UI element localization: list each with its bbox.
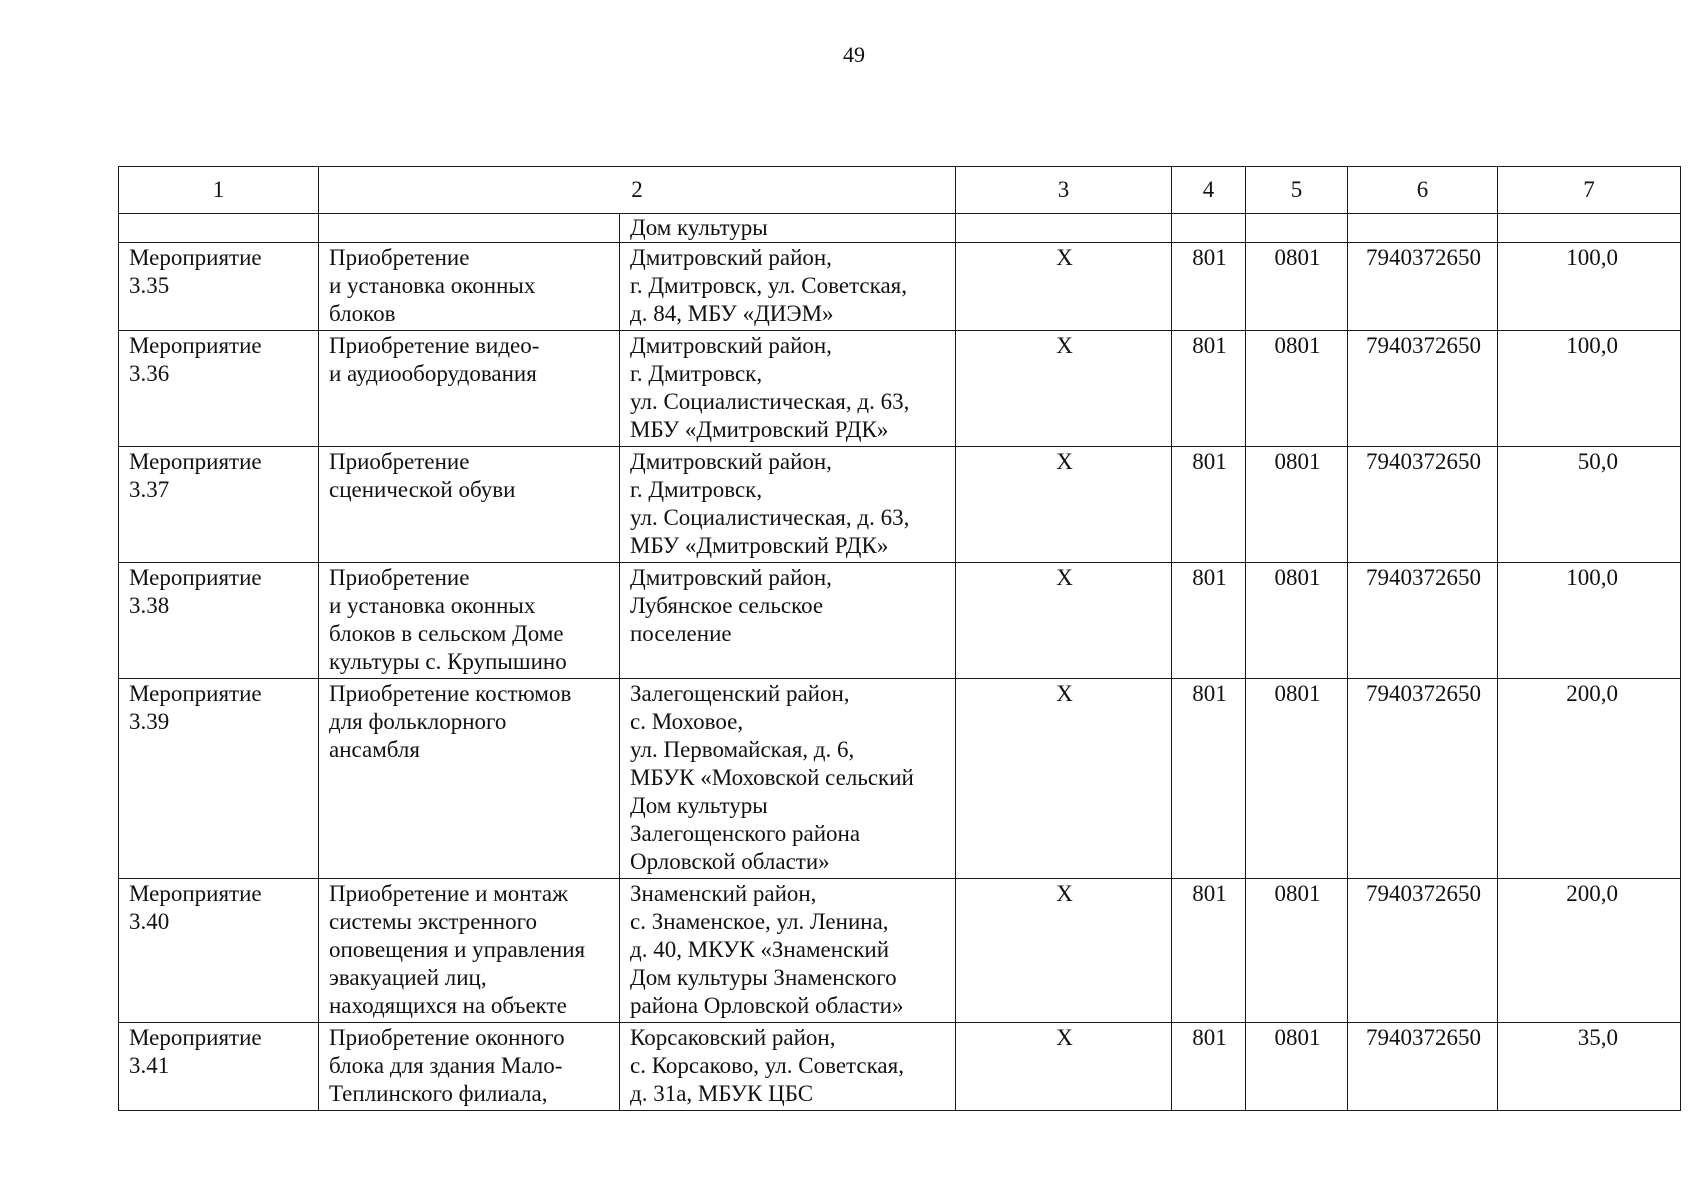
cell-col7: 35,0 xyxy=(1498,1023,1681,1111)
header-cell-2: 2 xyxy=(319,167,956,214)
cont-cell-location: Дом культуры xyxy=(620,214,956,243)
table-row xyxy=(119,563,1681,679)
cell-col6: 7940372650 xyxy=(1348,447,1498,563)
cell-event: Мероприятие 3.39 xyxy=(119,679,319,879)
cell-col6: 7940372650 xyxy=(1348,243,1498,331)
cell-event: Мероприятие 3.40 xyxy=(119,879,319,1023)
cell-col4: 801 xyxy=(1172,331,1246,447)
cell-event: Мероприятие 3.35 xyxy=(119,243,319,331)
cell-location: Корсаковский район, с. Корсаково, ул. Советская, д. 31а, МБУК ЦБС xyxy=(620,1023,956,1111)
budget-table xyxy=(118,166,1681,1111)
continuation-row xyxy=(119,214,1681,243)
cont-cell-3 xyxy=(956,214,1172,243)
cell-col5: 0801 xyxy=(1246,879,1348,1023)
cell-col7: 100,0 xyxy=(1498,563,1681,679)
cell-col4: 801 xyxy=(1172,563,1246,679)
cell-description: Приобретение и монтаж системы экстренного оповещения и управления эвакуацией лиц, находящихся на объекте xyxy=(319,879,620,1023)
cell-description: Приобретение оконного блока для здания Мало- Теплинского филиала, xyxy=(319,1023,620,1111)
cell-event: Мероприятие 3.38 xyxy=(119,563,319,679)
header-cell-7: 7 xyxy=(1498,167,1681,214)
header-cell-5: 5 xyxy=(1246,167,1348,214)
cont-cell-description xyxy=(319,214,620,243)
table-row xyxy=(119,1023,1681,1111)
cell-col3: Х xyxy=(956,243,1172,331)
cell-col5: 0801 xyxy=(1246,679,1348,879)
cell-event: Мероприятие 3.41 xyxy=(119,1023,319,1111)
cell-location: Залегощенский район, с. Моховое, ул. Первомайская, д. 6, МБУК «Моховской сельский Дом культуры Залегощенского района Орловской области» xyxy=(620,679,956,879)
cell-col5: 0801 xyxy=(1246,1023,1348,1111)
header-cell-4: 4 xyxy=(1172,167,1246,214)
cell-col6: 7940372650 xyxy=(1348,879,1498,1023)
header-cell-1: 1 xyxy=(119,167,319,214)
cell-col4: 801 xyxy=(1172,243,1246,331)
table-row xyxy=(119,679,1681,879)
cell-event: Мероприятие 3.37 xyxy=(119,447,319,563)
cell-col5: 0801 xyxy=(1246,243,1348,331)
cell-col6: 7940372650 xyxy=(1348,331,1498,447)
cell-col7: 50,0 xyxy=(1498,447,1681,563)
cell-description: Приобретение и установка оконных блоков xyxy=(319,243,620,331)
table-row xyxy=(119,879,1681,1023)
cell-col4: 801 xyxy=(1172,1023,1246,1111)
cell-col6: 7940372650 xyxy=(1348,679,1498,879)
cell-location: Дмитровский район, г. Дмитровск, ул. Советская, д. 84, МБУ «ДИЭМ» xyxy=(620,243,956,331)
cell-col6: 7940372650 xyxy=(1348,1023,1498,1111)
cont-cell-5 xyxy=(1246,214,1348,243)
cell-col3: Х xyxy=(956,331,1172,447)
cell-col7: 200,0 xyxy=(1498,679,1681,879)
cell-col4: 801 xyxy=(1172,679,1246,879)
cell-location: Знаменский район, с. Знаменское, ул. Ленина, д. 40, МКУК «Знаменский Дом культуры Знаменского района Орловской области» xyxy=(620,879,956,1023)
cell-col4: 801 xyxy=(1172,447,1246,563)
cell-col7: 200,0 xyxy=(1498,879,1681,1023)
cell-col3: Х xyxy=(956,879,1172,1023)
cell-col3: Х xyxy=(956,447,1172,563)
cell-col3: Х xyxy=(956,1023,1172,1111)
table-row xyxy=(119,331,1681,447)
cell-col3: Х xyxy=(956,679,1172,879)
cont-cell-6 xyxy=(1348,214,1498,243)
cell-col5: 0801 xyxy=(1246,447,1348,563)
cell-event: Мероприятие 3.36 xyxy=(119,331,319,447)
cell-description: Приобретение сценической обуви xyxy=(319,447,620,563)
header-cell-6: 6 xyxy=(1348,167,1498,214)
cont-cell-event xyxy=(119,214,319,243)
cell-col7: 100,0 xyxy=(1498,243,1681,331)
cell-col4: 801 xyxy=(1172,879,1246,1023)
cell-col5: 0801 xyxy=(1246,331,1348,447)
cell-description: Приобретение костюмов для фольклорного ансамбля xyxy=(319,679,620,879)
header-cell-3: 3 xyxy=(956,167,1172,214)
cell-location: Дмитровский район, г. Дмитровск, ул. Социалистическая, д. 63, МБУ «Дмитровский РДК» xyxy=(620,331,956,447)
table-header-row xyxy=(119,167,1681,214)
table-row xyxy=(119,243,1681,331)
cell-description: Приобретение и установка оконных блоков в сельском Доме культуры с. Крупышино xyxy=(319,563,620,679)
cont-cell-7 xyxy=(1498,214,1681,243)
table-row xyxy=(119,447,1681,563)
cell-col3: Х xyxy=(956,563,1172,679)
cell-description: Приобретение видео- и аудиооборудования xyxy=(319,331,620,447)
cell-location: Дмитровский район, Лубянское сельское поселение xyxy=(620,563,956,679)
cell-col5: 0801 xyxy=(1246,563,1348,679)
page-number: 49 xyxy=(843,42,865,67)
cont-cell-4 xyxy=(1172,214,1246,243)
cell-location: Дмитровский район, г. Дмитровск, ул. Социалистическая, д. 63, МБУ «Дмитровский РДК» xyxy=(620,447,956,563)
cell-col7: 100,0 xyxy=(1498,331,1681,447)
cell-col6: 7940372650 xyxy=(1348,563,1498,679)
